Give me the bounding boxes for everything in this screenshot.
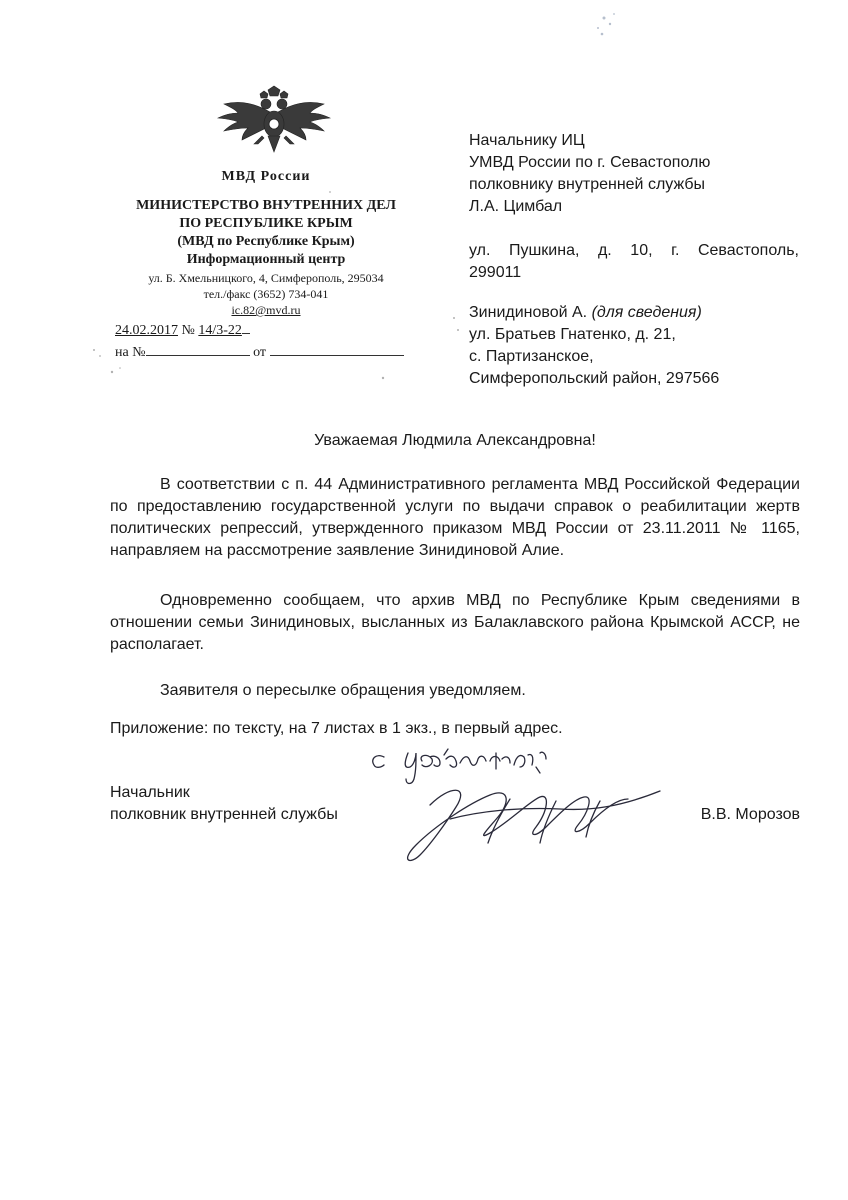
address-block: [111, 270, 421, 318]
recipient-2: [469, 302, 799, 390]
paragraph-3: Заявителя о пересылке обращения уведомляем.: [160, 682, 526, 699]
org-email[interactable]: ic.82@mvd.ru: [231, 303, 301, 317]
org-line-4: Информационный центр: [186, 252, 346, 267]
paragraph-1: В соответствии с п. 44 Административного регламента МВД Российской Федерации по предоставлению государственной услуги по выдачи справок о реабилитации жертв политических репрессий, утвержденного приказом МВД России от 23.11.2011 № 1165, направляем на рассмотрение заявление Зинидиновой Алие.: [110, 476, 800, 559]
double-headed-eagle-icon: [212, 82, 336, 156]
organization-block: [111, 197, 421, 269]
recipient-1-address-line-1: ул. Пушкина, д. 10, г. Севастополь,: [469, 242, 799, 259]
reg-number: 14/3-22: [198, 323, 242, 338]
handwritten-signature: [360, 745, 700, 875]
recipient-1-line-3: полковнику внутренней службы: [469, 176, 705, 193]
reply-line: [115, 342, 404, 362]
recipient-2-line-1: ул. Братьев Гнатенко, д. 21,: [469, 326, 676, 343]
ministry-name: МВД России: [221, 169, 311, 184]
org-line-2: ПО РЕСПУБЛИКЕ КРЫМ: [179, 216, 353, 231]
paragraph-2: Одновременно сообщаем, что архив МВД по Республике Крым сведениями в отношении семьи Зинидиновых, высланных из Балаклавского района Крымской АССР, не располагает.: [110, 592, 800, 653]
recipient-1-line-2: УМВД России по г. Севастополю: [469, 154, 711, 171]
recipient-2-name: Зинидиновой А.: [469, 304, 588, 321]
attachment-note: Приложение: по тексту, на 7 листах в 1 экз., в первый адрес.: [110, 720, 563, 737]
reg-number-label: №: [181, 323, 195, 338]
recipient-1-line-1: Начальнику ИЦ: [469, 132, 585, 149]
reply-from-label: от: [253, 345, 267, 360]
org-address: ул. Б. Хмельницкого, 4, Симферополь, 295034: [148, 271, 384, 285]
signer-name: В.В. Морозов: [700, 806, 800, 823]
recipient-1: [469, 130, 799, 218]
registration-line: [115, 320, 250, 340]
recipient-1-line-4: Л.А. Цимбал: [469, 198, 563, 215]
salutation: Уважаемая Людмила Александровна!: [314, 432, 596, 449]
recipient-2-line-2: с. Партизанское,: [469, 348, 594, 365]
recipient-2-line-3: Симферопольский район, 297566: [469, 370, 720, 387]
signer-title-line-1: Начальник: [110, 784, 190, 801]
signer-title-line-2: полковник внутренней службы: [110, 806, 338, 823]
recipient-1-address: [469, 240, 799, 284]
reply-number-label: на №: [115, 345, 146, 360]
recipient-1-address-line-2: 299011: [469, 264, 522, 281]
org-line-3: (МВД по Республике Крым): [177, 234, 355, 249]
recipient-2-name-line: [469, 302, 799, 324]
org-phone: тел./факс (3652) 734-041: [203, 287, 329, 301]
reg-date: 24.02.2017: [115, 323, 178, 338]
recipient-2-note: (для сведения): [591, 304, 702, 321]
org-line-1: МИНИСТЕРСТВО ВНУТРЕННИХ ДЕЛ: [136, 198, 396, 213]
